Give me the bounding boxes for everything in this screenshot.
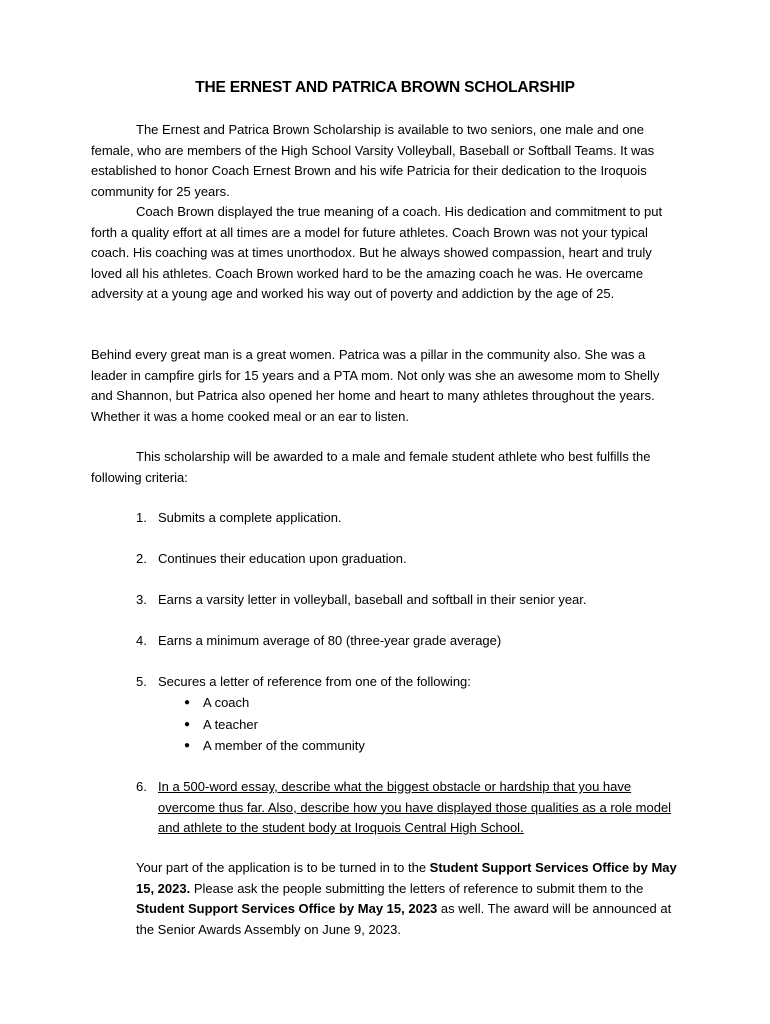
reference-option-text: A teacher [203, 716, 258, 732]
criteria-text: Submits a complete application. [158, 510, 342, 525]
reference-options-list [181, 693, 365, 758]
criteria-text: Earns a minimum average of 80 (three-year grade average) [158, 633, 502, 648]
paragraph-criteria-intro: This scholarship will be awarded to a male and female student athlete who best fulfills the following criteria: [91, 449, 651, 485]
paragraph-patrica: Behind every great man is a great women. Patrica was a pillar in the community also. She was a leader in campfire girls for 15 years and a PTA mom. Not only was she an awesome mom to Shelly and Shannon, but Patrica also opened her home and heart to many athletes throughout the years. Whether it was a home cooked meal or an ear to listen. [91, 347, 660, 424]
essay-instruction: In a 500-word essay, describe what the biggest obstacle or hardship that you have overcome thus far. Also, describe how you have displayed those qualities as a role model and athlete to the student body at Iroquois Central High School. [158, 779, 672, 835]
deadline-office-1: Student Support Services Office by May 15, 2023. [136, 860, 677, 896]
criteria-number: 2. [136, 551, 147, 566]
deadline-office-2: Student Support Services Office by May 15, 2023 [136, 901, 438, 916]
patrica-section [91, 345, 681, 427]
criteria-number: 5. [136, 674, 147, 689]
criteria-number: 6. [136, 779, 147, 794]
reference-option [181, 736, 365, 758]
criteria-text: Continues their education upon graduation. [158, 551, 407, 566]
closing-text-2: Please ask the people submitting the letters of reference to submit them to the [190, 880, 644, 896]
criteria-number: 4. [136, 633, 147, 648]
document-title: THE ERNEST AND PATRICA BROWN SCHOLARSHIP [195, 79, 575, 96]
criteria-number: 1. [136, 510, 147, 525]
reference-option [181, 693, 365, 715]
bullet-icon: ● [184, 697, 191, 708]
bullet-icon: ● [184, 740, 191, 751]
paragraph-scholarship-intro: The Ernest and Patrica Brown Scholarship is available to two seniors, one male and one female, who are members of the High School Varsity Volleyball, Baseball or Softball Teams. It was established to honor Coach Ernest Brown and his wife Patricia for their dedication to the Iroquois community for 25 years. [91, 122, 655, 199]
criteria-text: Earns a varsity letter in volleyball, baseball and softball in their senior year. [158, 592, 587, 607]
reference-option-text: A coach [203, 695, 250, 710]
criteria-intro-section [91, 447, 681, 488]
reference-option-text: A member of the community [203, 738, 365, 753]
intro-section [91, 120, 681, 305]
bullet-icon: ● [184, 718, 191, 730]
closing-text-3: as well. The award will be announced at the Senior Awards Assembly on June 9, 2023. [136, 901, 672, 937]
reference-option [181, 715, 365, 737]
closing-paragraph [136, 858, 681, 940]
criteria-number: 3. [136, 592, 147, 607]
criteria-text: Secures a letter of reference from one of the following: [158, 674, 471, 689]
closing-text-1: Your part of the application is to be turned in to the [136, 860, 430, 875]
paragraph-coach-brown: Coach Brown displayed the true meaning of a coach. His dedication and commitment to put forth a quality effort at all times are a model for future athletes. Coach Brown was not your typical coach. His coaching was at times unorthodox. But he always showed compassion, heart and truly loved all his athletes. Coach Brown worked hard to be the amazing coach he was. He overcame adversity at a young age and worked his way out of poverty and addiction by the age of 25. [91, 204, 663, 301]
